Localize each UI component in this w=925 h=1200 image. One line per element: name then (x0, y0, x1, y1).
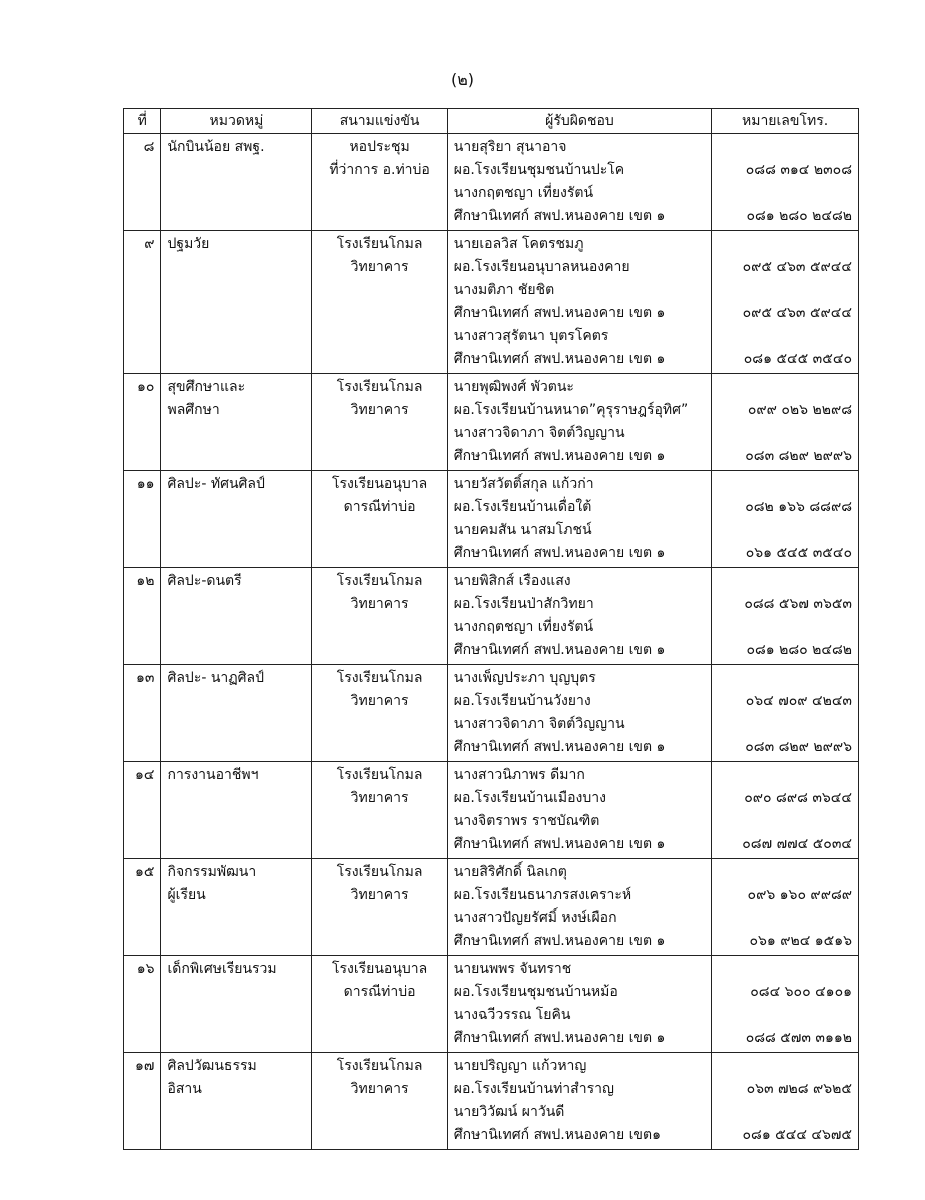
table-row (124, 134, 859, 231)
responsible-cell (447, 374, 711, 471)
row-number: ๙ (124, 231, 161, 374)
responsible-line: ศึกษานิเทศก์ สพป.หนองคาย เขต ๑ (453, 642, 666, 658)
phone-line (718, 1004, 852, 1027)
phone-cell (712, 374, 859, 471)
phone-line (718, 861, 852, 884)
responsible-line: ศึกษานิเทศก์ สพป.หนองคาย เขต ๑ (453, 739, 666, 755)
venue-cell (312, 665, 447, 762)
category-line: สุขศึกษาและ (167, 379, 246, 395)
page-number: (๒) (450, 70, 475, 89)
responsible-line: นางสาวปัญยรัศมิ์ หงษ์เผือก (453, 910, 617, 926)
phone-line (718, 136, 852, 159)
category-cell (161, 568, 312, 665)
phone-line (718, 1055, 852, 1078)
row-number: ๑๗ (124, 1053, 161, 1150)
responsible-cell (447, 859, 711, 956)
responsible-line: นายพิสิกส์ เรืองแสง (453, 573, 571, 589)
phone-line (718, 473, 852, 496)
venue-line: ที่ว่าการ อ.ท่าบ่อ (329, 162, 430, 178)
responsible-line: นายสิริศักดิ์ นิลเกตุ (453, 864, 567, 880)
category-cell (161, 956, 312, 1053)
responsible-cell (447, 665, 711, 762)
category-cell (161, 1053, 312, 1150)
row-number: ๑๓ (124, 665, 161, 762)
responsible-line: ผอ.โรงเรียนบ้านเมืองบาง (453, 790, 606, 806)
phone-line: ๐๘๓ ๘๒๙ ๒๙๙๖ (745, 739, 852, 755)
responsible-line: ผอ.โรงเรียนบ้านวังยาง (453, 693, 591, 709)
responsible-line: นางสาวนิภาพร ดีมาก (453, 767, 585, 783)
venue-line: โรงเรียนโกมล (336, 573, 423, 589)
phone-line (718, 713, 852, 736)
responsible-line: นางสาวสุรัตนา บุตรโคตร (453, 328, 609, 344)
table-body (124, 134, 859, 1150)
phone-cell (712, 665, 859, 762)
phone-line (718, 519, 852, 542)
responsible-cell (447, 134, 711, 231)
responsible-line: ศึกษานิเทศก์ สพป.หนองคาย เขต ๑ (453, 933, 666, 949)
venue-line: โรงเรียนอนุบาล (331, 961, 428, 977)
responsible-line: ผอ.โรงเรียนธนาภรสงเคราะห์ (453, 887, 632, 903)
phone-line: ๐๖๔ ๗๐๙ ๔๒๔๓ (745, 693, 852, 709)
row-number: ๑๔ (124, 762, 161, 859)
venue-cell (312, 1053, 447, 1150)
venue-line: โรงเรียนโกมล (336, 864, 423, 880)
category-line: ศิลปะ-ดนตรี (167, 573, 242, 589)
responsible-line: นางมติภา ชัยชิต (453, 282, 555, 298)
venue-cell (312, 956, 447, 1053)
responsible-line: ผอ.โรงเรียนอนุบาลหนองคาย (453, 259, 630, 275)
table-header-row (124, 109, 859, 134)
responsible-cell (447, 471, 711, 568)
responsible-cell (447, 762, 711, 859)
table-row (124, 374, 859, 471)
phone-line: ๐๘๑ ๕๔๕ ๓๕๔๐ (743, 351, 852, 367)
phone-line (718, 233, 852, 256)
responsible-line: นายวิวัฒน์ ผาวันดี (453, 1104, 565, 1120)
venue-line: วิทยาคาร (350, 402, 409, 418)
phone-line (718, 764, 852, 787)
row-number: ๑๑ (124, 471, 161, 568)
category-cell (161, 231, 312, 374)
responsible-line: นางเพ็ญประภา บุญบุตร (453, 670, 596, 686)
phone-line: ๐๙๙ ๐๒๖ ๒๒๙๘ (747, 402, 852, 418)
responsible-line: ผอ.โรงเรียนชุมชนบ้านปะโค (453, 162, 625, 178)
category-cell (161, 762, 312, 859)
responsible-line: ศึกษานิเทศก์ สพป.หนองคาย เขต ๑ (453, 448, 666, 464)
venue-line: วิทยาคาร (350, 596, 409, 612)
responsible-line: นายปริญญา แก้วหาญ (453, 1058, 587, 1074)
responsible-line: นางกฤตชญา เที่ยงรัตน์ (453, 185, 594, 201)
responsible-line: ศึกษานิเทศก์ สพป.หนองคาย เขต ๑ (453, 545, 666, 561)
phone-cell (712, 956, 859, 1053)
category-cell (161, 374, 312, 471)
table-row (124, 859, 859, 956)
phone-line: ๐๘๔ ๖๐๐ ๔๑๐๑ (750, 984, 852, 1000)
responsible-line: นายสุริยา สุนาอาจ (453, 139, 567, 155)
row-number: ๑๕ (124, 859, 161, 956)
phone-line (718, 182, 852, 205)
phone-line: ๐๙๕ ๔๖๓ ๕๙๔๔ (742, 259, 852, 275)
phone-cell (712, 231, 859, 374)
phone-line: ๐๘๘ ๓๑๔ ๒๓๐๘ (745, 162, 852, 178)
category-line: ศิลปวัฒนธรรม (167, 1058, 257, 1074)
category-line: พลศึกษา (167, 402, 220, 418)
phone-line: ๐๘๑ ๒๘๐ ๒๔๘๒ (746, 642, 852, 658)
responsible-line: ผอ.โรงเรียนป่าสักวิทยา (453, 596, 594, 612)
phone-line (718, 325, 852, 348)
table-row (124, 471, 859, 568)
responsible-line: นางจิตราพร ราชบัณฑิต (453, 813, 600, 829)
phone-cell (712, 1053, 859, 1150)
phone-line: ๐๘๘ ๕๖๗ ๓๖๕๓ (744, 596, 852, 612)
category-cell (161, 471, 312, 568)
venue-cell (312, 762, 447, 859)
responsible-cell (447, 231, 711, 374)
table-row (124, 762, 859, 859)
category-line: ศิลปะ- ทัศนศิลป์ (167, 476, 265, 492)
venue-cell (312, 568, 447, 665)
phone-line: ๐๙๐ ๘๙๘ ๓๖๔๔ (744, 790, 852, 806)
phone-line: ๐๖๑ ๙๒๔ ๑๕๑๖ (749, 933, 852, 949)
responsible-line: ศึกษานิเทศก์ สพป.หนองคาย เขต๑ (453, 1127, 661, 1143)
responsible-cell (447, 1053, 711, 1150)
phone-line: ๐๖๓ ๗๒๘ ๙๖๒๕ (746, 1081, 852, 1097)
responsible-line: นายนพพร จันทราช (453, 961, 572, 977)
responsible-line: ผอ.โรงเรียนบ้านท่าสำราญ (453, 1081, 614, 1097)
responsible-line: ผอ.โรงเรียนบ้านหนาด”คุรุราษฎร์อุทิศ” (453, 402, 689, 418)
phone-line (718, 907, 852, 930)
phone-cell (712, 568, 859, 665)
phone-line (718, 810, 852, 833)
responsible-line: นายคมสัน นาสมโภชน์ (453, 522, 592, 538)
responsible-line: นางฉวีวรรณ โยคิน (453, 1007, 571, 1023)
venue-line: หอประชุม (349, 139, 410, 155)
phone-line (718, 667, 852, 690)
venue-line: วิทยาคาร (350, 259, 409, 275)
header-responsible: ผู้รับผิดชอบ (447, 109, 711, 134)
phone-line: ๐๘๓ ๘๒๙ ๒๙๙๖ (745, 448, 852, 464)
phone-line (718, 279, 852, 302)
responsible-cell (447, 956, 711, 1053)
row-number: ๑๖ (124, 956, 161, 1053)
category-line: เด็กพิเศษเรียนรวม (167, 961, 277, 977)
header-category: หมวดหมู่ (161, 109, 312, 134)
phone-line (718, 376, 852, 399)
phone-line: ๐๘๑ ๒๘๐ ๒๔๘๒ (746, 208, 852, 224)
phone-line: ๐๘๒ ๑๖๖ ๘๘๙๘ (745, 499, 852, 515)
venue-line: โรงเรียนโกมล (336, 1058, 423, 1074)
venue-line: โรงเรียนโกมล (336, 379, 423, 395)
venue-line: โรงเรียนโกมล (336, 767, 423, 783)
venue-cell (312, 134, 447, 231)
venue-line: วิทยาคาร (350, 790, 409, 806)
venue-cell (312, 859, 447, 956)
phone-line: ๐๙๕ ๔๖๓ ๕๙๔๔ (742, 305, 852, 321)
responsible-line: ผอ.โรงเรียนบ้านเดื่อใต้ (453, 499, 592, 515)
phone-line (718, 422, 852, 445)
venue-cell (312, 471, 447, 568)
phone-line (718, 1101, 852, 1124)
category-line: อิสาน (167, 1081, 202, 1097)
header-phone: หมายเลขโทร. (712, 109, 859, 134)
venue-line: โรงเรียนอนุบาล (331, 476, 428, 492)
responsible-line: นางสาวจิดาภา จิตต์วิญญาน (453, 716, 625, 732)
venue-line: โรงเรียนโกมล (336, 670, 423, 686)
responsible-line: ศึกษานิเทศก์ สพป.หนองคาย เขต ๑ (453, 208, 666, 224)
table-row (124, 231, 859, 374)
phone-cell (712, 134, 859, 231)
responsible-line: ศึกษานิเทศก์ สพป.หนองคาย เขต ๑ (453, 305, 666, 321)
venue-line: วิทยาคาร (350, 1081, 409, 1097)
phone-line: ๐๙๖ ๑๖๐ ๙๙๘๙ (747, 887, 852, 903)
row-number: ๘ (124, 134, 161, 231)
phone-line: ๐๘๘ ๕๗๓ ๓๑๑๒ (745, 1030, 852, 1046)
phone-line: ๐๘๗ ๗๗๔ ๕๐๓๔ (742, 836, 852, 852)
category-line: กิจกรรมพัฒนา (167, 864, 257, 880)
phone-line (718, 616, 852, 639)
phone-cell (712, 471, 859, 568)
category-line: ผู้เรียน (167, 887, 206, 903)
category-line: ศิลปะ- นาฏศิลป์ (167, 670, 265, 686)
venue-line: ดารณีท่าบ่อ (343, 984, 416, 1000)
category-cell (161, 665, 312, 762)
responsible-cell (447, 568, 711, 665)
table-row (124, 568, 859, 665)
table-row (124, 956, 859, 1053)
table-row (124, 665, 859, 762)
responsible-line: ศึกษานิเทศก์ สพป.หนองคาย เขต ๑ (453, 351, 666, 367)
phone-line (718, 958, 852, 981)
category-line: การงานอาชีพฯ (167, 767, 259, 783)
responsible-line: ผอ.โรงเรียนชุมชนบ้านหม้อ (453, 984, 618, 1000)
venue-line: ดารณีท่าบ่อ (343, 499, 416, 515)
responsible-line: นายวัสวัตติ์สกุล แก้วก่า (453, 476, 594, 492)
responsible-line: ศึกษานิเทศก์ สพป.หนองคาย เขต ๑ (453, 836, 666, 852)
header-no: ที่ (124, 109, 161, 134)
responsible-line: นางสาวจิดาภา จิตต์วิญญาน (453, 425, 625, 441)
phone-line: ๐๘๑ ๕๔๔ ๔๖๗๕ (742, 1127, 852, 1143)
responsible-line: นายเอลวิส โคตรชมภู (453, 236, 584, 252)
category-line: ปฐมวัย (167, 236, 210, 252)
venue-line: โรงเรียนโกมล (336, 236, 423, 252)
phone-cell (712, 859, 859, 956)
phone-line (718, 570, 852, 593)
phone-cell (712, 762, 859, 859)
responsible-line: นายพุฒิพงศ์ พัวตนะ (453, 379, 574, 395)
row-number: ๑๐ (124, 374, 161, 471)
responsible-line: ศึกษานิเทศก์ สพป.หนองคาย เขต ๑ (453, 1030, 666, 1046)
responsible-line: นางกฤตชญา เที่ยงรัตน์ (453, 619, 594, 635)
venue-line: วิทยาคาร (350, 887, 409, 903)
venue-line: วิทยาคาร (350, 693, 409, 709)
phone-line: ๐๖๑ ๕๔๕ ๓๕๔๐ (745, 545, 852, 561)
venue-cell (312, 374, 447, 471)
category-cell (161, 134, 312, 231)
category-cell (161, 859, 312, 956)
category-line: นักบินน้อย สพฐ. (167, 139, 265, 155)
venue-cell (312, 231, 447, 374)
row-number: ๑๒ (124, 568, 161, 665)
responsibility-table (123, 108, 859, 1150)
header-venue: สนามแข่งขัน (312, 109, 447, 134)
table-row (124, 1053, 859, 1150)
